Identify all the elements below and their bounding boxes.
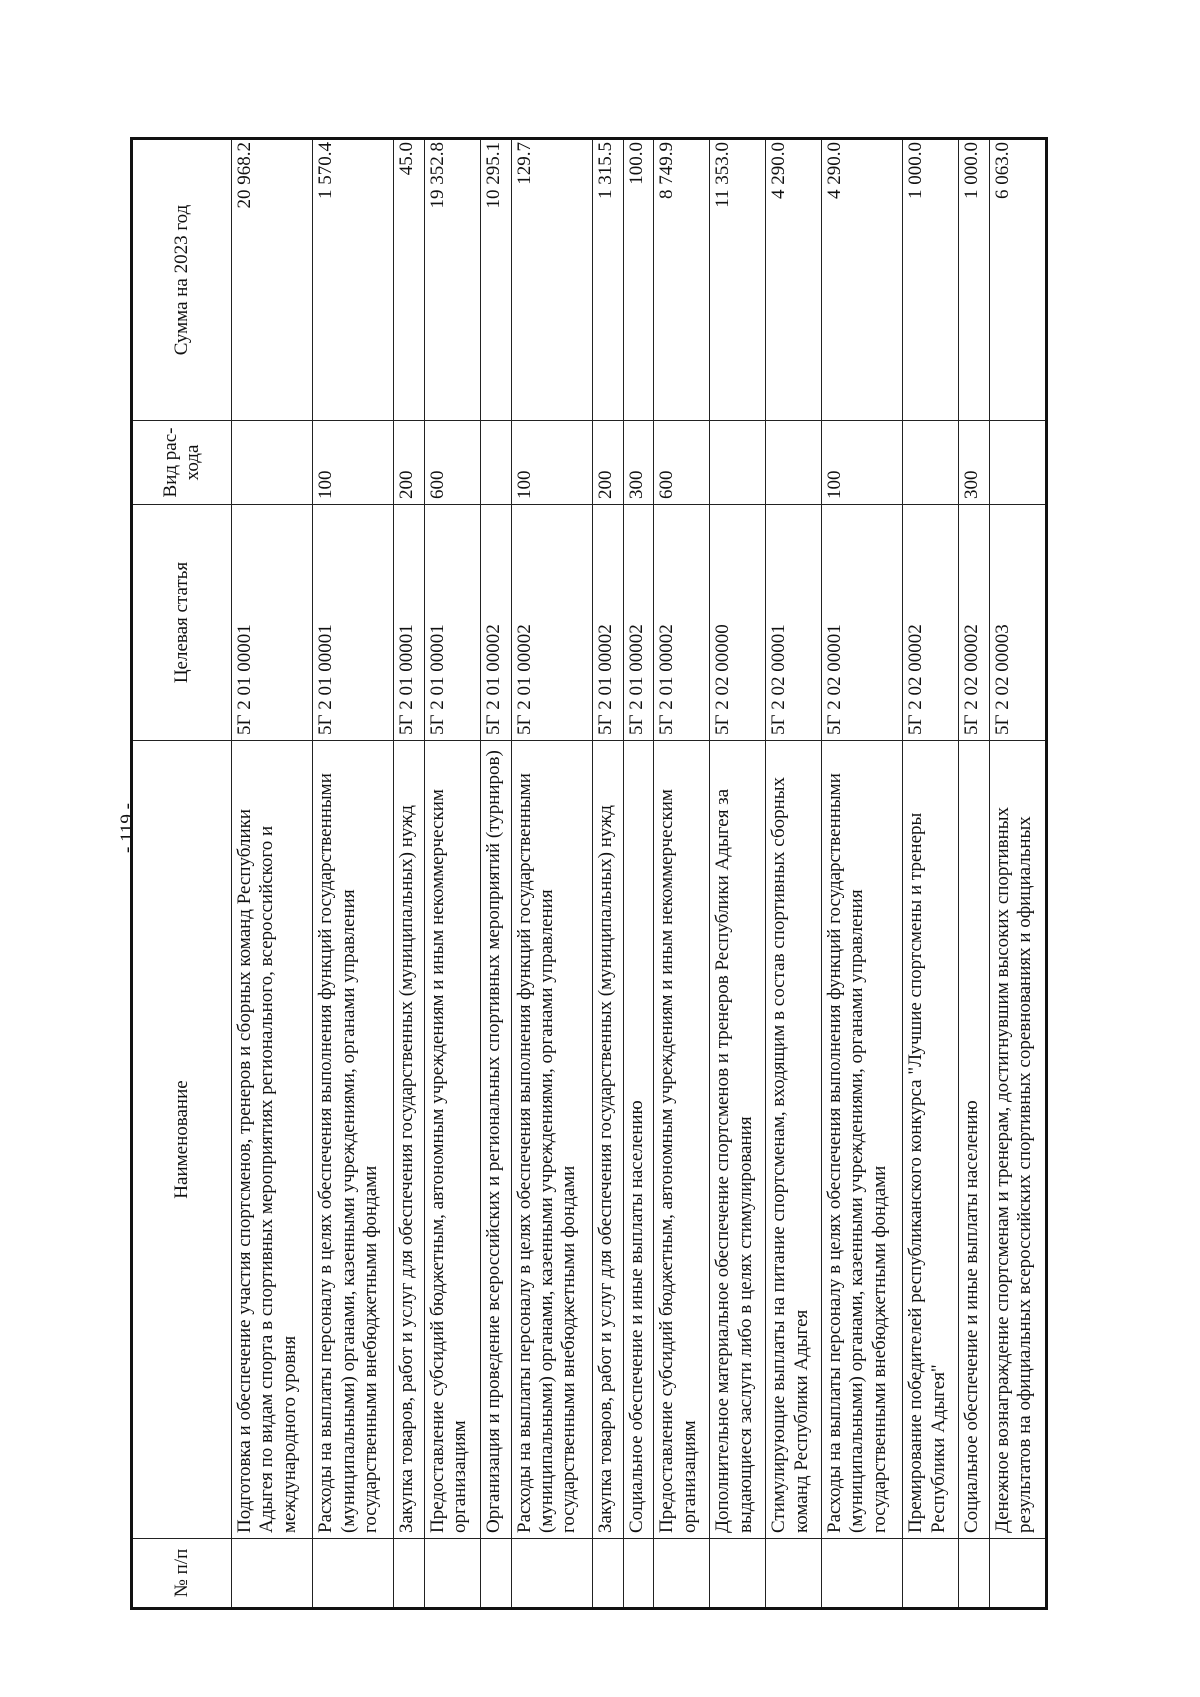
row-code: 5Г 2 01 00002 <box>480 505 511 741</box>
table-row <box>511 139 592 1609</box>
table-row <box>480 139 511 1609</box>
row-code: 5Г 2 02 00003 <box>989 505 1046 741</box>
header-kind: Вид рас- хода <box>132 421 232 505</box>
row-code: 5Г 2 01 00001 <box>232 505 313 741</box>
table-row <box>959 139 990 1609</box>
row-num <box>592 1539 623 1609</box>
row-name: Закупка товаров, работ и услуг для обеспечения государственных (муниципальных) нужд <box>592 741 623 1539</box>
row-amount: 1 000.0 <box>903 139 959 421</box>
header-amount: Сумма на 2023 год <box>132 139 232 421</box>
row-kind: 200 <box>592 421 623 505</box>
row-amount: 129.7 <box>511 139 592 421</box>
table-row <box>313 139 394 1609</box>
budget-table <box>130 137 1048 1610</box>
row-amount: 1 570.4 <box>313 139 394 421</box>
row-amount: 19 352.8 <box>424 139 480 421</box>
budget-table-rotated <box>130 140 1048 1610</box>
row-amount: 10 295.1 <box>480 139 511 421</box>
row-num <box>989 1539 1046 1609</box>
row-num <box>766 1539 822 1609</box>
row-kind <box>480 421 511 505</box>
row-kind <box>903 421 959 505</box>
row-name: Предоставление субсидий бюджетным, автономным учреждениям и иным некоммерческим организациям <box>654 741 710 1539</box>
row-name: Расходы на выплаты персоналу в целях обеспечения выполнения функций государственными (муниципальными) органами, казенными учреждениями, органами управления государственными внебюджетными фондами <box>313 741 394 1539</box>
row-name: Закупка товаров, работ и услуг для обеспечения государственных (муниципальных) нужд <box>394 741 425 1539</box>
row-amount: 45.0 <box>394 139 425 421</box>
row-name: Денежное вознаграждение спортсменам и тренерам, достигнувшим высоких спортивных результатов на официальных всероссийских спортивных соревнованиях и официальных <box>989 741 1046 1539</box>
row-num <box>903 1539 959 1609</box>
row-amount: 4 290.0 <box>822 139 903 421</box>
row-kind: 100 <box>822 421 903 505</box>
row-code: 5Г 2 02 00000 <box>710 505 766 741</box>
row-num <box>822 1539 903 1609</box>
row-num <box>654 1539 710 1609</box>
row-amount: 100.0 <box>623 139 654 421</box>
row-num <box>313 1539 394 1609</box>
row-kind: 100 <box>313 421 394 505</box>
row-kind <box>232 421 313 505</box>
row-num <box>232 1539 313 1609</box>
row-code: 5Г 2 01 00002 <box>511 505 592 741</box>
row-num <box>710 1539 766 1609</box>
row-kind <box>710 421 766 505</box>
row-name: Организация и проведение всероссийских и региональных спортивных мероприятий (турниров) <box>480 741 511 1539</box>
page-number: - 119 - <box>117 803 138 853</box>
row-amount: 1 315.5 <box>592 139 623 421</box>
row-code: 5Г 2 01 00002 <box>592 505 623 741</box>
row-amount: 6 063.0 <box>989 139 1046 421</box>
row-code: 5Г 2 02 00002 <box>903 505 959 741</box>
row-num <box>394 1539 425 1609</box>
table-row <box>822 139 903 1609</box>
table-row <box>710 139 766 1609</box>
row-amount: 4 290.0 <box>766 139 822 421</box>
table-row <box>654 139 710 1609</box>
row-kind: 200 <box>394 421 425 505</box>
row-num <box>424 1539 480 1609</box>
row-kind: 300 <box>959 421 990 505</box>
table-row <box>903 139 959 1609</box>
row-code: 5Г 2 02 00001 <box>822 505 903 741</box>
row-num <box>480 1539 511 1609</box>
row-name: Стимулирующие выплаты на питание спортсменам, входящим в состав спортивных сборных команд Республики Адыгея <box>766 741 822 1539</box>
row-kind <box>766 421 822 505</box>
row-name: Расходы на выплаты персоналу в целях обеспечения выполнения функций государственными (муниципальными) органами, казенными учреждениями, органами управления государственными внебюджетными фондами <box>822 741 903 1539</box>
row-num <box>623 1539 654 1609</box>
header-name: Наименование <box>132 741 232 1539</box>
table-row <box>394 139 425 1609</box>
table-row <box>424 139 480 1609</box>
row-code: 5Г 2 01 00002 <box>623 505 654 741</box>
table-row <box>989 139 1046 1609</box>
row-code: 5Г 2 01 00001 <box>424 505 480 741</box>
row-code: 5Г 2 02 00001 <box>766 505 822 741</box>
header-code: Целевая статья <box>132 505 232 741</box>
row-num <box>511 1539 592 1609</box>
row-amount: 1 000.0 <box>959 139 990 421</box>
row-code: 5Г 2 01 00001 <box>313 505 394 741</box>
table-row <box>592 139 623 1609</box>
table-row <box>766 139 822 1609</box>
header-num: № п/п <box>132 1539 232 1609</box>
table-row <box>623 139 654 1609</box>
row-name: Социальное обеспечение и иные выплаты населению <box>959 741 990 1539</box>
row-code: 5Г 2 02 00002 <box>959 505 990 741</box>
row-name: Предоставление субсидий бюджетным, автономным учреждениям и иным некоммерческим организациям <box>424 741 480 1539</box>
table-row <box>232 139 313 1609</box>
row-name: Премирование победителей республиканского конкурса "Лучшие спортсмены и тренеры Республики Адыгея" <box>903 741 959 1539</box>
table-header-row <box>132 139 232 1609</box>
row-name: Социальное обеспечение и иные выплаты населению <box>623 741 654 1539</box>
row-name: Расходы на выплаты персоналу в целях обеспечения выполнения функций государственными (муниципальными) органами, казенными учреждениями, органами управления государственными внебюджетными фондами <box>511 741 592 1539</box>
row-kind: 100 <box>511 421 592 505</box>
row-num <box>959 1539 990 1609</box>
row-kind: 300 <box>623 421 654 505</box>
row-amount: 20 968.2 <box>232 139 313 421</box>
row-amount: 8 749.9 <box>654 139 710 421</box>
row-kind: 600 <box>654 421 710 505</box>
row-name: Дополнительное материальное обеспечение спортсменов и тренеров Республики Адыгея за выдающиеся заслуги либо в целях стимулирования <box>710 741 766 1539</box>
row-kind: 600 <box>424 421 480 505</box>
row-name: Подготовка и обеспечение участия спортсменов, тренеров и сборных команд Республики Адыгея по видам спорта в спортивных мероприятиях регионального, всероссийского и международного уровня <box>232 741 313 1539</box>
row-code: 5Г 2 01 00001 <box>394 505 425 741</box>
row-amount: 11 353.0 <box>710 139 766 421</box>
row-kind <box>989 421 1046 505</box>
row-code: 5Г 2 01 00002 <box>654 505 710 741</box>
